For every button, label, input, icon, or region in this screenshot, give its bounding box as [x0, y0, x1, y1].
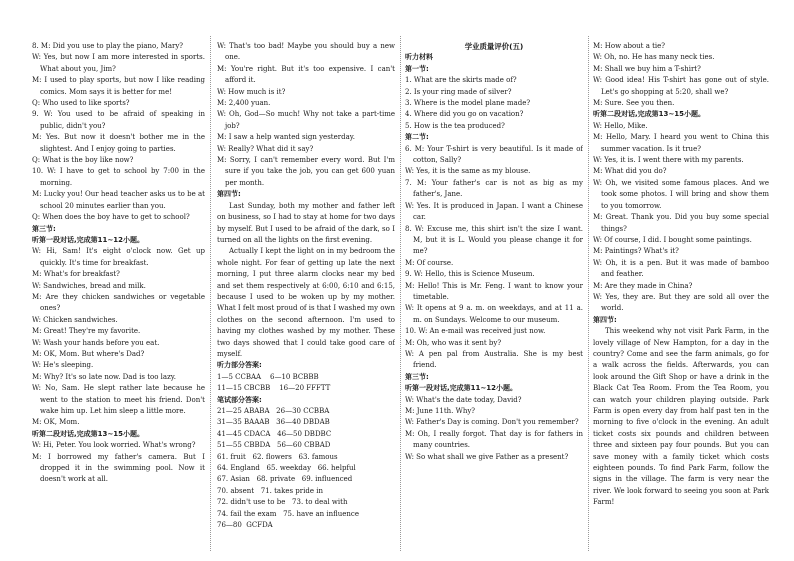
text-line: W: Oh, it is a pen. But it was made of bamboo and feather.: [593, 258, 769, 279]
answer-line: 31—35 BAAAB 36—40 DBDAB: [217, 418, 330, 427]
text-line: M: I used to play sports, but now I like reading comics. Mom says it is better for me!: [32, 76, 205, 96]
text-line: 3. Where is the model plane made?: [405, 99, 531, 108]
answer-line: 67. Asian 68. private 69. influenced: [217, 475, 353, 484]
text-line: M: Great. Thank you. Did you buy some special things?: [593, 213, 769, 233]
text-line: M: Oh, who was it sent by?: [405, 338, 502, 347]
text-line: M: Are they made in China?: [593, 281, 693, 290]
text-line: M: 2,400 yuan.: [217, 99, 271, 108]
answer-line: 51—55 CBBDA 56—60 CBBAD: [217, 441, 331, 450]
column-divider: [400, 36, 401, 551]
text-line: W: Oh, God—So much! Why not take a part-time job?: [217, 110, 395, 130]
text-line: M: Hello, Mary. I heard you went to China this summer vacation. Is it true?: [593, 133, 769, 153]
answer-line: 76—80 GCFDA: [217, 521, 273, 530]
body-paragraph: This weekend why not visit Park Farm, in the lovely village of New Hampton, for a day in the country? Come and see the farm animals, go for a walk across the fields. Afterwards, you can look around the Gift Shop or have a drink in the Black Cat Tea Room. From the Tea Room, you can watch your children playing outside. Park Farm is open every day from half past ten in the morning to five o'clock in the evening. An adult ticket costs six pounds and children between three and sixteen pay four pounds. But you can save money with a family ticket which costs eighteen pounds. To find Park Farm, follow the signs in the village. The farm is very near the river. We look forward to seeing you soon at Park Farm!: [593, 327, 769, 507]
text-line: 10. W: I have to get to school by 7:00 in the morning.: [32, 167, 205, 187]
text-line: M: Lucky you! Our head teacher asks us to be at school 20 minutes earlier than you.: [32, 190, 205, 210]
text-line: W: How much is it?: [217, 87, 286, 96]
text-line: Q: What is the boy like now?: [32, 156, 134, 165]
section-title: 学业质量评价(五): [464, 42, 524, 51]
section-heading: 听力部分答案:: [217, 361, 262, 370]
text-line: W: Yes, it is. I went there with my parents.: [593, 156, 744, 165]
column-3: [405, 41, 583, 555]
text-line: M: Why? It's so late now. Dad is too lazy.: [32, 372, 177, 381]
column-4: [593, 41, 769, 555]
column-divider: [210, 36, 211, 551]
body-paragraph: Actually I kept the light on in my bedroom the whole night. For fear of getting up late the next morning, I put three alarm clocks near my bed and set them respectively at 6:00, 6:10 and 6:15, because I used to be woken up by my mother. What I felt most proud of is that I washed my own clothes on the second afternoon. I'm used to having my clothes washed by my mother. These two days showed that I could take good care of myself.: [217, 247, 395, 358]
text-line: Q: When does the boy have to get to school?: [32, 213, 190, 222]
text-line: M: Oh, I really forgot. That day is for fathers in many countries.: [405, 429, 583, 450]
text-line: W: That's too bad! Maybe you should buy a new one.: [217, 42, 395, 62]
column-2: [217, 41, 395, 555]
answer-line: 1—5 CCBAA 6—10 BCBBB: [217, 372, 319, 381]
text-line: W: Father's Day is coming. Don't you remember?: [405, 418, 579, 427]
text-line: Q: Who used to like sports?: [32, 99, 130, 108]
text-line: M: I saw a help wanted sign yesterday.: [217, 133, 355, 142]
text-line: M: OK, Mom. But where's Dad?: [32, 349, 145, 358]
text-line: 9. W: Hello, this is Science Museum.: [405, 270, 535, 279]
text-line: 2. Is your ring made of silver?: [405, 87, 512, 96]
answer-line: 70. absent 71. takes pride in: [217, 486, 323, 495]
answer-line: 74. fail the exam 75. have an influence: [217, 509, 359, 518]
section-heading: 第三节:: [405, 372, 429, 381]
text-line: W: Wash your hands before you eat.: [32, 338, 160, 347]
text-line: 8. W: Excuse me, this shirt isn't the size I want. M, but it is L. Would you please change it for me?: [405, 224, 583, 256]
text-line: 7. M: Your father's car is not as big as my father's, Jane.: [405, 178, 583, 199]
text-line: W: Oh, we visited some famous places. And we took some photos. I will bring and show them to you tomorrow.: [593, 178, 769, 210]
text-line: 6. M: Your T-shirt is very beautiful. Is it made of cotton, Sally?: [405, 144, 583, 165]
text-line: M: OK, Mom.: [32, 418, 80, 427]
section-heading: 笔试部分答案:: [217, 395, 262, 404]
text-line: 5. How is the tea produced?: [405, 121, 505, 130]
text-line: M: Shall we buy him a T-shirt?: [593, 64, 701, 73]
section-heading: 听第一段对话,完成第11~12小题。: [405, 384, 518, 393]
text-line: W: Really? What did it say?: [217, 144, 314, 153]
answer-line: 64. England 65. weekday 66. helpful: [217, 464, 356, 473]
text-line: 9. W: You used to be afraid of speaking in public, didn't you?: [32, 110, 205, 130]
section-heading: 听第二段对话,完成第13~15小题。: [593, 110, 706, 119]
text-line: M: What did you do?: [593, 167, 667, 176]
text-line: W: Oh, no. He has many neck ties.: [593, 53, 715, 62]
text-line: W: Hi, Peter. You look worried. What's wrong?: [32, 441, 196, 450]
section-heading: 听第二段对话,完成第13~15小题。: [32, 429, 145, 438]
text-line: M: Paintings? What's it?: [593, 247, 679, 256]
text-line: 8. M: Did you use to play the piano, Mary?: [32, 42, 184, 50]
text-line: W: Hi, Sam! It's eight o'clock now. Get up quickly. It's time for breakfast.: [32, 247, 205, 267]
text-line: W: Yes, they are. But they are sold all over the world.: [593, 292, 769, 313]
text-line: W: Of course, I did. I bought some paintings.: [593, 235, 752, 244]
answer-line: 41—45 CDACA 46—50 DBDBC: [217, 429, 332, 438]
text-line: M: What's for breakfast?: [32, 270, 120, 279]
section-heading: 听力材料: [405, 53, 433, 62]
text-line: M: How about a tie?: [593, 42, 666, 50]
section-heading: 第四节:: [593, 315, 617, 324]
text-line: W: Yes, but now I am more interested in sports. What about you, Jim?: [32, 53, 205, 73]
text-line: M: Of course.: [405, 258, 454, 267]
section-heading: 听第一段对话,完成第11~12小题。: [32, 235, 145, 244]
section-heading: 第三节:: [32, 224, 56, 233]
text-line: W: It opens at 9 a. m. on weekdays, and at 11 a. m. on Sundays. Welcome to our museum.: [405, 304, 583, 324]
answer-line: 11—15 CBCBB 16—20 FFFTT: [217, 384, 331, 393]
text-line: M: Sorry, I can't remember every word. But I'm sure if you take the job, you can get 600 yuan per month.: [217, 156, 395, 187]
section-heading: 第四节:: [217, 190, 241, 199]
text-line: W: A pen pal from Australia. She is my best friend.: [405, 349, 583, 370]
column-1: [32, 41, 205, 555]
text-line: W: Sandwiches, bread and milk.: [32, 281, 146, 290]
text-line: W: Hello, Mike.: [593, 121, 648, 130]
text-line: M: June 11th. Why?: [405, 407, 476, 415]
answer-line: 21—25 ABABA 26—30 CCBBA: [217, 407, 330, 415]
text-line: M: You're right. But it's too expensive. I can't afford it.: [217, 64, 395, 85]
text-line: W: Yes, it is the same as my blouse.: [405, 167, 531, 176]
text-line: M: Are they chicken sandwiches or vegetable ones?: [32, 292, 205, 313]
text-line: W: Yes. It is produced in Japan. I want a Chinese car.: [405, 201, 583, 222]
text-line: W: He's sleeping.: [32, 361, 94, 370]
text-line: W: No, Sam. He slept rather late because he went to the station to meet his friend. Don't wake him up. Let him sleep a little more.: [32, 384, 205, 415]
body-paragraph: Last Sunday, both my mother and father left on business, so I had to stay at home for two days by myself. But I used to be afraid of the dark, so I turned on all the lights on the first evening.: [217, 201, 395, 244]
text-line: W: Chicken sandwiches.: [32, 315, 118, 324]
text-line: W: So what shall we give Father as a present?: [405, 452, 569, 461]
section-heading: 第一节:: [405, 64, 429, 73]
text-line: W: What's the date today, David?: [405, 395, 522, 404]
column-divider: [588, 36, 589, 551]
text-line: M: Sure. See you then.: [593, 99, 675, 108]
text-line: W: Good idea! His T-shirt has gone out of style. Let's go shopping at 5:20, shall we?: [593, 76, 769, 96]
section-heading: 第二节:: [405, 133, 429, 142]
text-line: 4. Where did you go on vacation?: [405, 110, 524, 119]
text-line: M: Yes. But now it doesn't bother me in the slightest. And I enjoy going to parties.: [32, 133, 205, 153]
text-line: M: I borrowed my father's camera. But I dropped it in the swimming pool. Now it doesn't work at all.: [32, 452, 205, 484]
text-line: M: Hello! This is Mr. Feng. I want to know your timetable.: [405, 281, 583, 301]
text-line: M: Great! They're my favorite.: [32, 327, 141, 336]
answer-line: 72. didn't use to be 73. to deal with: [217, 498, 348, 507]
answer-line: 61. fruit 62. flowers 63. famous: [217, 452, 338, 461]
text-line: 1. What are the skirts made of?: [405, 76, 517, 85]
text-line: 10. W: An e-mail was received just now.: [405, 327, 546, 336]
